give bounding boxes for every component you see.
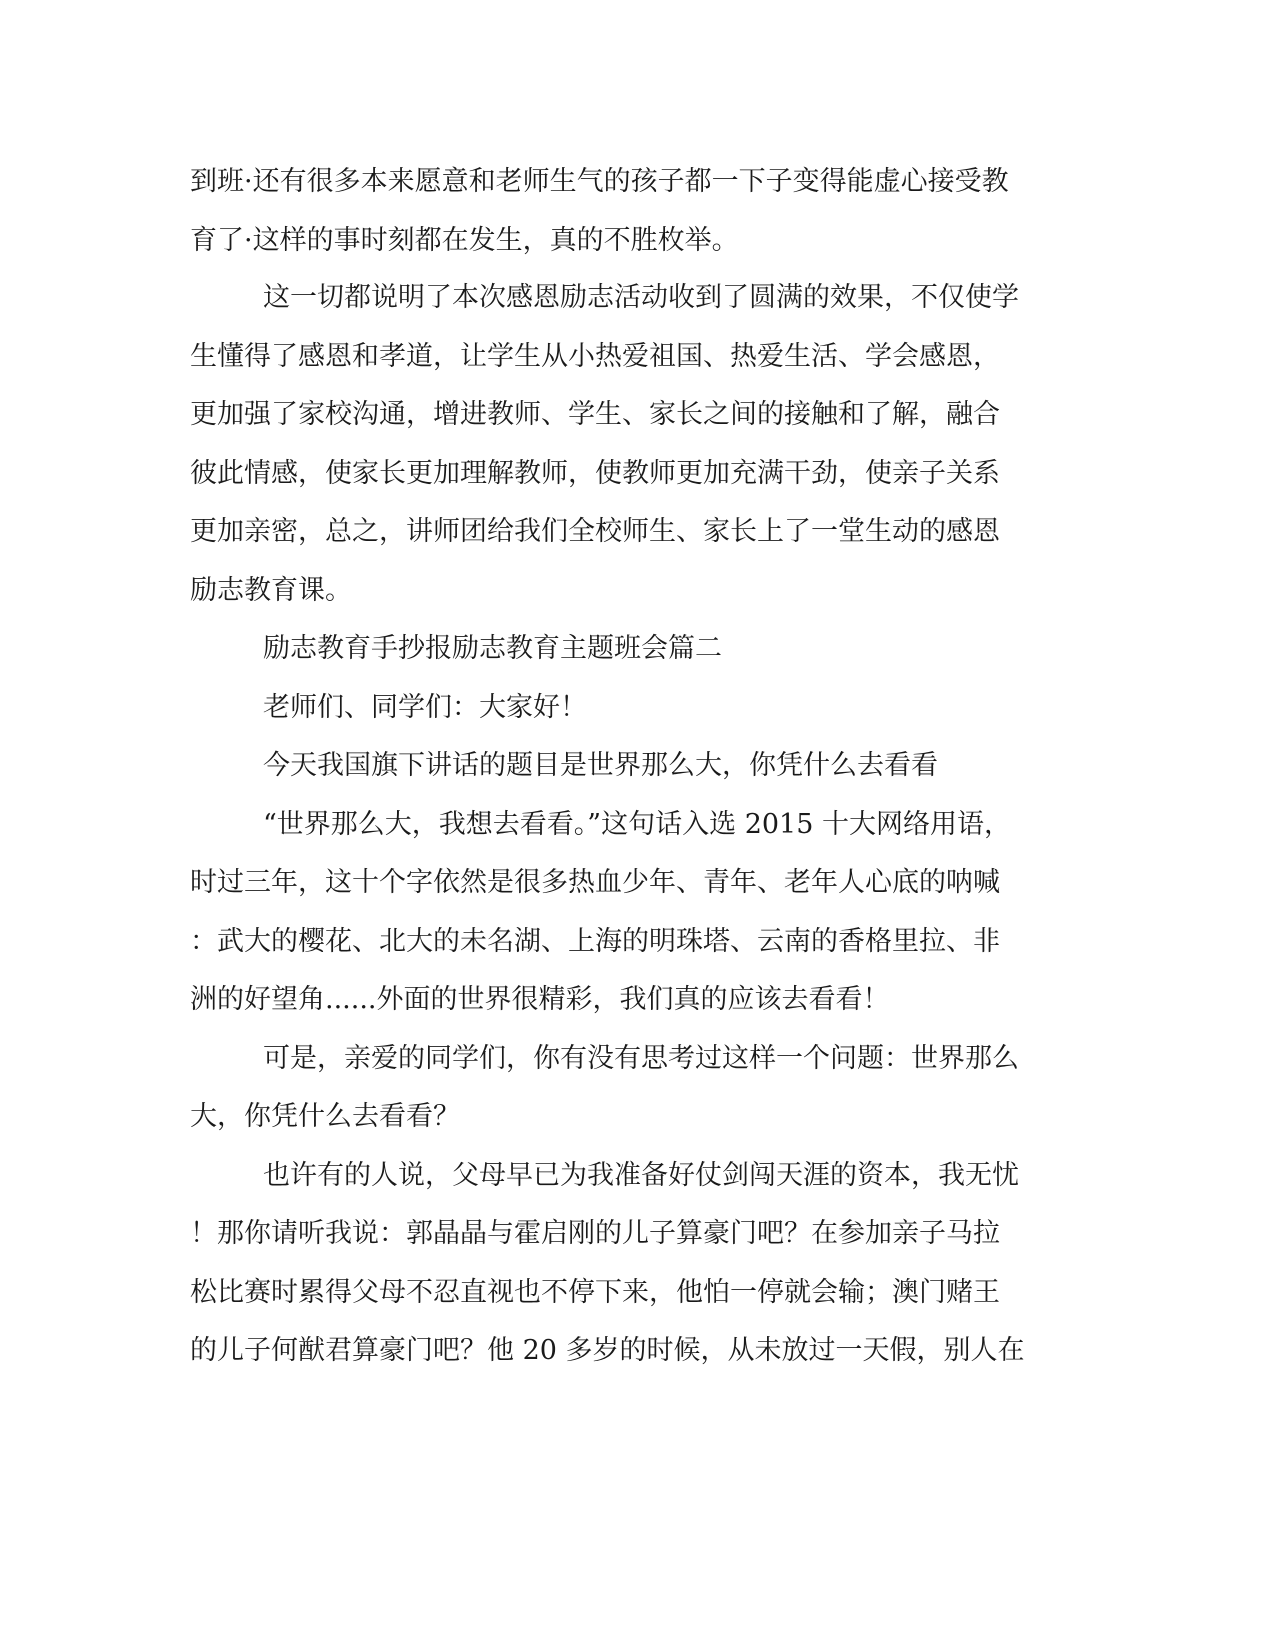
text-line: 更加亲密，总之，讲师团给我们全校师生、家长上了一堂生动的感恩 — [190, 516, 1000, 547]
text-line: 松比赛时累得父母不忍直视也不停下来，他怕一停就会输；澳门赌王 — [190, 1277, 1000, 1308]
paragraph-first-line: “世界那么大，我想去看看。”这句话入选 2015 十大网络用语， — [263, 809, 1011, 840]
paragraph-first-line: 今天我国旗下讲话的题目是世界那么大，你凭什么去看看 — [263, 750, 938, 781]
text-line: ：武大的樱花、北大的未名湖、上海的明珠塔、云南的香格里拉、非 — [190, 926, 1000, 957]
text-line: 更加强了家校沟通，增进教师、学生、家长之间的接触和了解，融合 — [190, 399, 1000, 430]
text-line: 洲的好望角......外面的世界很精彩，我们真的应该去看看！ — [190, 984, 890, 1015]
paragraph-first-line: 可是，亲爱的同学们，你有没有思考过这样一个问题：世界那么 — [263, 1043, 1019, 1074]
greeting-line: 老师们、同学们：大家好！ — [263, 692, 587, 723]
section-heading: 励志教育手抄报励志教育主题班会篇二 — [263, 633, 722, 664]
paragraph-first-line: 也许有的人说，父母早已为我准备好仗剑闯天涯的资本，我无忧 — [263, 1160, 1019, 1191]
text-line: 育了·这样的事时刻都在发生，真的不胜枚举。 — [190, 225, 739, 256]
paragraph-first-line: 这一切都说明了本次感恩励志活动收到了圆满的效果，不仅使学 — [263, 282, 1019, 313]
text-line: 时过三年，这十个字依然是很多热血少年、青年、老年人心底的呐喊 — [190, 867, 1000, 898]
text-line: 彼此情感，使家长更加理解教师，使教师更加充满干劲，使亲子关系 — [190, 458, 1000, 489]
text-line: 到班·还有很多本来愿意和老师生气的孩子都一下子变得能虚心接受教 — [190, 166, 1009, 197]
text-line: ！那你请听我说：郭晶晶与霍启刚的儿子算豪门吧？在参加亲子马拉 — [190, 1218, 1000, 1249]
text-line: 生懂得了感恩和孝道，让学生从小热爱祖国、热爱生活、学会感恩， — [190, 341, 1000, 372]
text-line: 的儿子何猷君算豪门吧？他 20 多岁的时候，从未放过一天假，别人在 — [190, 1335, 1025, 1366]
text-line: 大，你凭什么去看看？ — [190, 1101, 460, 1132]
text-line: 励志教育课。 — [190, 575, 352, 606]
